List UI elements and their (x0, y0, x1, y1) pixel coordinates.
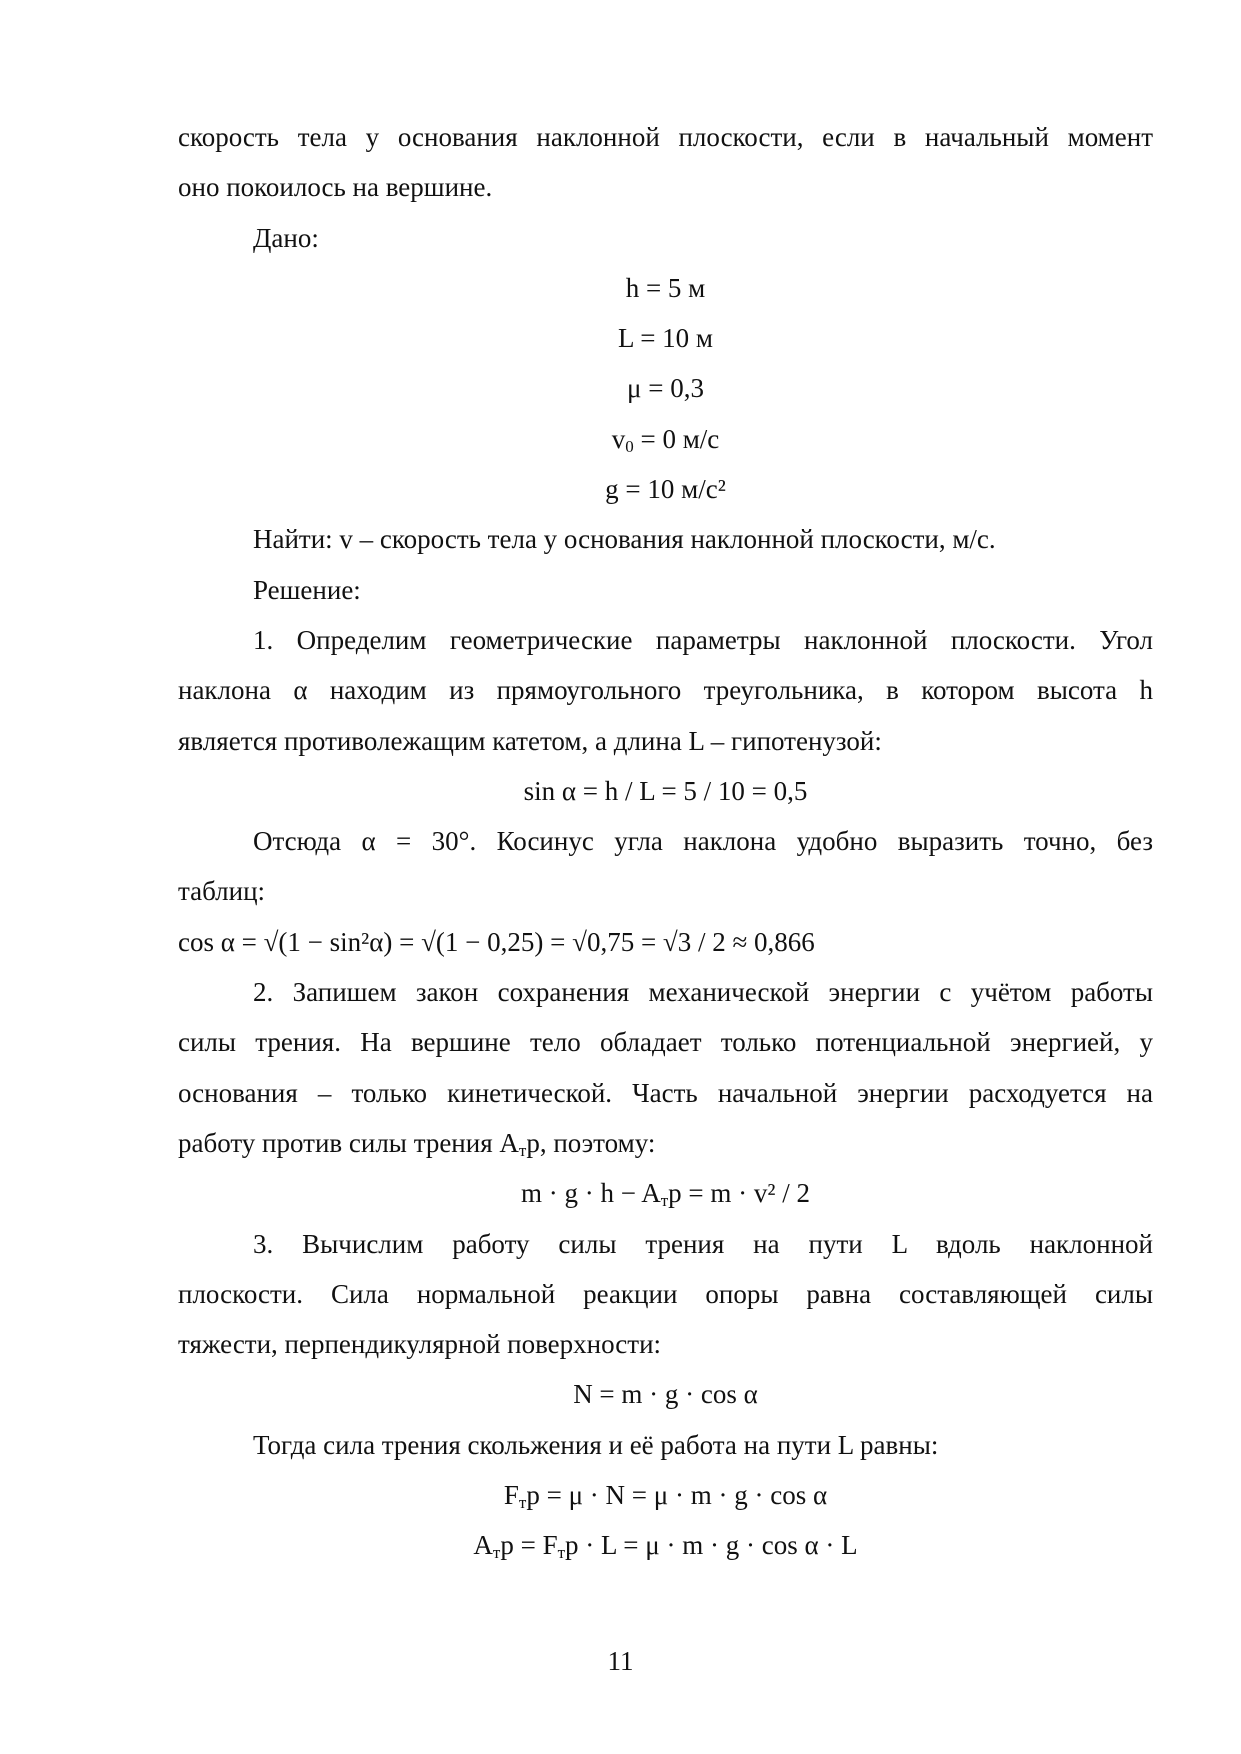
formula: sin α = h / L = 5 / 10 = 0,5 (523, 775, 808, 806)
text-line: наклона α находим из прямоугольного треугольника, в котором высота h (178, 675, 1153, 706)
formula (178, 1470, 1153, 1520)
text-run: v (611, 423, 626, 454)
text-line (178, 1118, 1153, 1168)
text-line: тяжести, перпендикулярной поверхности: (178, 1329, 662, 1360)
text-run: р = F (500, 1530, 558, 1561)
text-line: силы трения. На вершине тело обладает только потенциальной энергией, у (178, 1027, 1153, 1058)
page-number: 11 (607, 1646, 634, 1676)
page-body (178, 112, 1153, 1571)
find-line: Найти: v – скорость тела у основания наклонной плоскости, м/с. (253, 524, 996, 555)
given-value: μ = 0,3 (627, 373, 704, 404)
text-line: скорость тела у основания наклонной плоскости, если в начальный момент (178, 122, 1153, 152)
text-line: является противолежащим катетом, а длина L – гипотенузой: (178, 725, 882, 756)
formula: N = m · g · cos α (573, 1379, 758, 1410)
text-line: оно покоилось на вершине. (178, 172, 493, 203)
text-run: F (503, 1480, 519, 1511)
solution-heading: Решение: (253, 574, 361, 605)
text-line: 3. Вычислим работу силы трения на пути L вдоль наклонной (253, 1228, 1153, 1259)
subscript: т (660, 1191, 669, 1211)
given-value: g = 10 м/с² (605, 474, 726, 505)
text-line: основания – только кинетической. Часть начальной энергии расходуется на (178, 1077, 1153, 1108)
text-line: таблиц: (178, 876, 266, 907)
subscript: т (518, 1140, 527, 1160)
text-run: р = μ · N = μ · m · g · cos α (526, 1480, 828, 1511)
subscript: т (492, 1543, 501, 1563)
formula: cos α = √(1 − sin²α) = √(1 − 0,25) = √0,75 = √3 / 2 ≈ 0,866 (178, 926, 815, 957)
text-line: плоскости. Сила нормальной реакции опоры равна составляющей силы (178, 1278, 1153, 1309)
text-run: A (473, 1530, 493, 1561)
given-value: L = 10 м (617, 323, 714, 354)
given-value: h = 5 м (625, 272, 706, 303)
formula (178, 1168, 1153, 1218)
text-run: m · g · h − A (521, 1178, 661, 1209)
text-line: Тогда сила трения скольжения и её работа на пути L равны: (253, 1429, 939, 1460)
subscript: т (557, 1543, 566, 1563)
text-run: = 0 м/с (633, 423, 720, 454)
given-heading: Дано: (253, 222, 319, 253)
subscript: 0 (625, 436, 634, 456)
given-value (178, 414, 1153, 464)
text-run: р = m · v² / 2 (668, 1178, 810, 1209)
text-run: р, поэтому: (526, 1127, 656, 1158)
formula (178, 1520, 1153, 1570)
text-line: Отсюда α = 30°. Косинус угла наклона удобно выразить точно, без (253, 826, 1153, 857)
text-run: р · L = μ · m · g · cos α · L (565, 1530, 858, 1561)
text-line: 2. Запишем закон сохранения механической энергии с учётом работы (253, 977, 1153, 1008)
subscript: т (518, 1493, 527, 1513)
text-line: 1. Определим геометрические параметры наклонной плоскости. Угол (253, 624, 1153, 655)
text-run: работу против силы трения A (178, 1127, 519, 1158)
